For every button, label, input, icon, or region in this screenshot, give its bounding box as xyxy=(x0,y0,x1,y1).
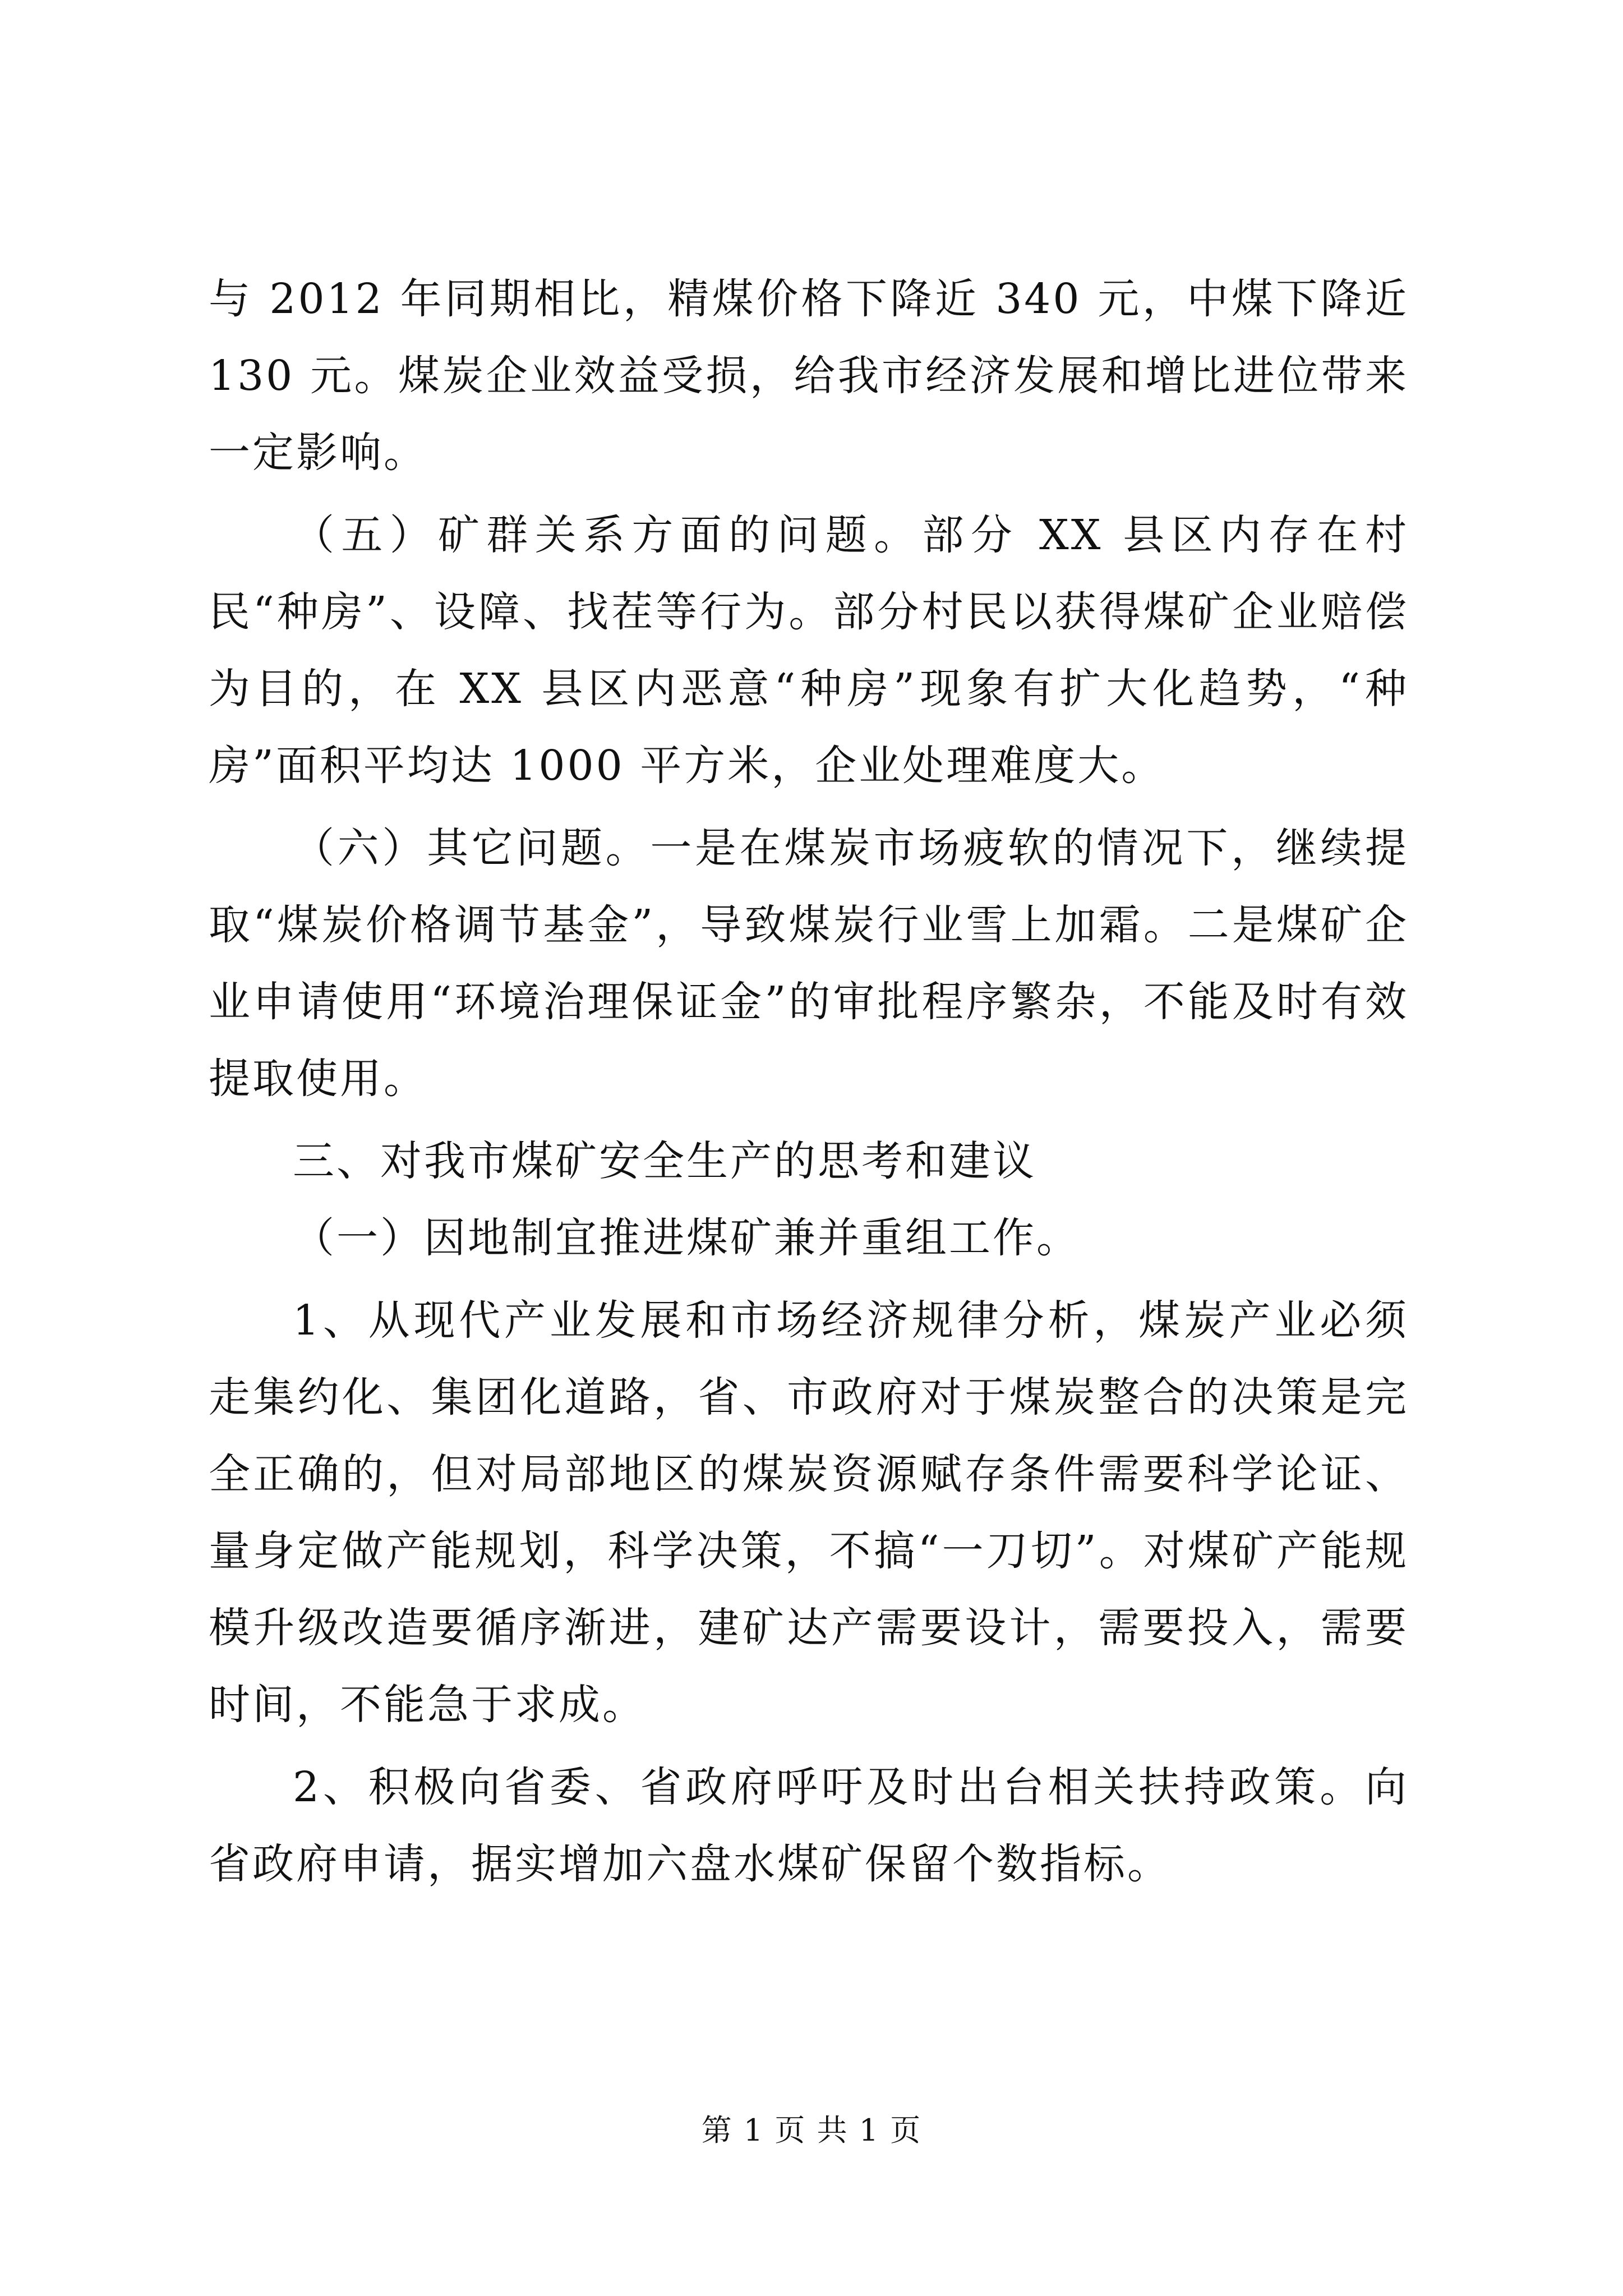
paragraph-price-impact: 与 2012 年同期相比，精煤价格下降近 340 元，中煤下降近 130 元。煤炭企业效益受损，给我市经济发展和增比进位带来一定影响。 xyxy=(209,275,1409,477)
document-body xyxy=(209,261,1409,1903)
paragraph-other-issues: （六）其它问题。一是在煤炭市场疲软的情况下，继续提取“煤炭价格调节基金”，导致煤炭行业雪上加霜。二是煤矿企业申请使用“环境治理保证金”的审批程序繁杂，不能及时有效提取使用。 xyxy=(209,824,1409,1103)
paragraph-point-2: 2、积极向省委、省政府呼吁及时出台相关扶持政策。向省政府申请，据实增加六盘水煤矿保留个数指标。 xyxy=(209,1763,1409,1888)
section-heading-suggestions: 三、对我市煤矿安全生产的思考和建议 xyxy=(293,1137,1036,1185)
paragraph-point-1: 1、从现代产业发展和市场经济规律分析，煤炭产业必须走集约化、集团化道路，省、市政府对于煤炭整合的决策是完全正确的，但对局部地区的煤炭资源赋存条件需要科学论证、量身定做产能规划，科学决策，不搞“一刀切”。对煤矿产能规模升级改造要循序渐进，建矿达产需要设计，需要投入，需要时间，不能急于求成。 xyxy=(209,1296,1409,1729)
subsection-heading-merger: （一）因地制宜推进煤矿兼并重组工作。 xyxy=(293,1214,1080,1262)
paragraph-mine-community-relations: （五）矿群关系方面的问题。部分 XX 县区内存在村民“种房”、设障、找茬等行为。部分村民以获得煤矿企业赔偿为目的，在 XX 县区内恶意“种房”现象有扩大化趋势，“种房”面积平均达 1000 平方米，企业处理难度大。 xyxy=(209,511,1409,790)
page-footer: 第 1 页 共 1 页 xyxy=(701,2113,922,2148)
